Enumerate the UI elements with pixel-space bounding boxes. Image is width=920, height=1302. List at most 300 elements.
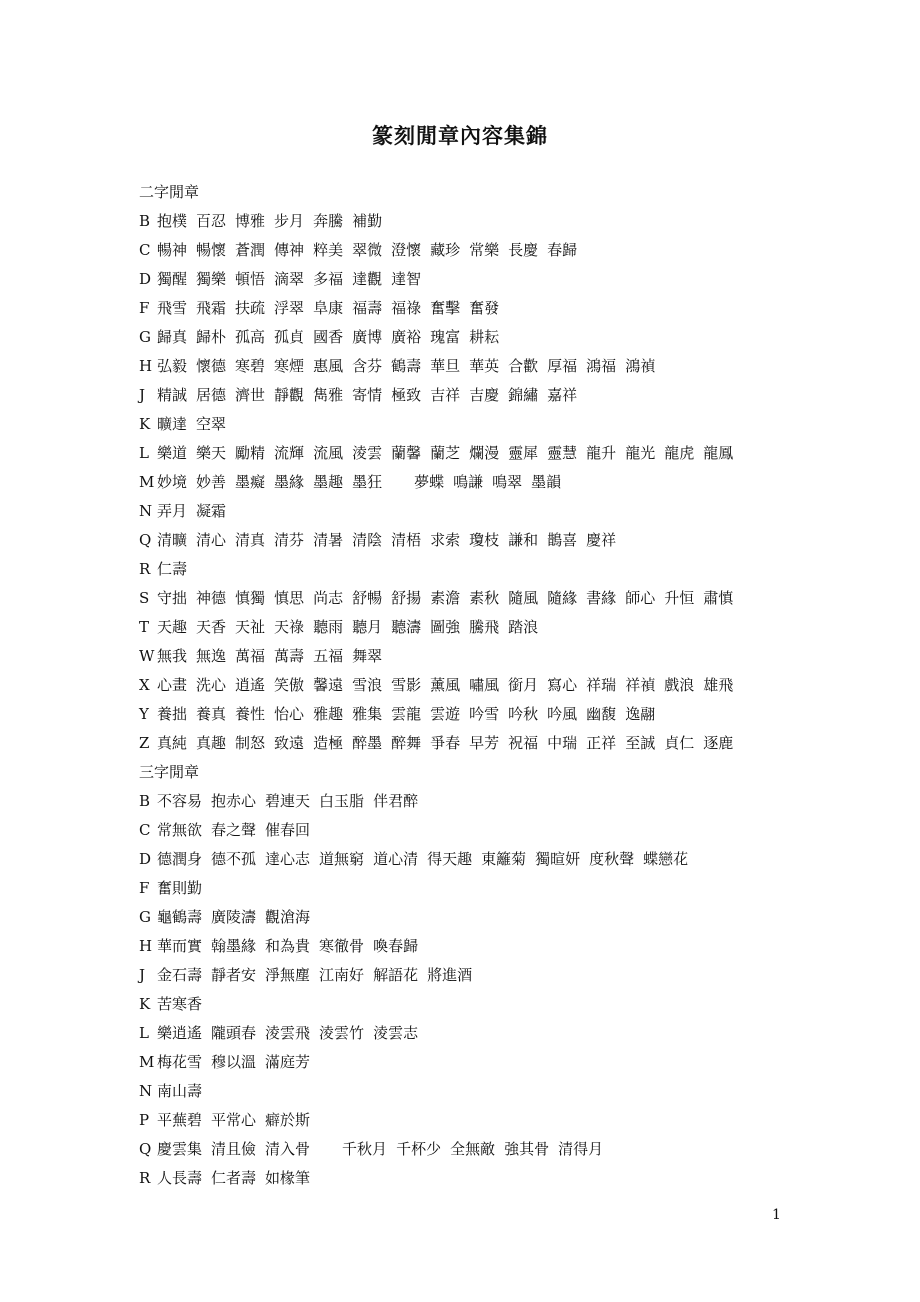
seal-phrase: 鳴謙 <box>453 473 484 491</box>
seal-phrase: 凝霜 <box>196 502 227 520</box>
seal-phrase: 寒碧 <box>235 357 266 375</box>
seal-phrase: 伴君醉 <box>373 792 419 810</box>
index-letter: G <box>139 908 151 926</box>
seal-phrase: 雲龍 <box>391 705 422 723</box>
seal-phrase: 常樂 <box>469 241 500 259</box>
seal-phrase: 中瑞 <box>547 734 578 752</box>
seal-phrase: 抱赤心 <box>211 792 257 810</box>
seal-phrase: 靜者安 <box>211 966 257 984</box>
seal-phrase: 升恒 <box>664 589 695 607</box>
seal-phrase: 銜月 <box>508 676 539 694</box>
seal-phrase: 步月 <box>274 212 305 230</box>
seal-phrase: 弄月 <box>157 502 188 520</box>
seal-phrase: 得天趣 <box>427 850 473 868</box>
seal-phrase: 勵精 <box>235 444 266 462</box>
letter-row-n <box>139 497 839 526</box>
seal-phrase: 弘毅 <box>157 357 188 375</box>
seal-phrase: 福壽 <box>352 299 383 317</box>
seal-phrase: 催春回 <box>265 821 311 839</box>
seal-phrase: 飛雪 <box>157 299 188 317</box>
seal-phrase: 澄懷 <box>391 241 422 259</box>
seal-phrase: 千杯少 <box>396 1140 442 1158</box>
seal-phrase: 居德 <box>196 386 227 404</box>
seal-phrase: 飛霜 <box>196 299 227 317</box>
seal-phrase: 瑰富 <box>430 328 461 346</box>
seal-phrase: 苦寒香 <box>157 995 203 1013</box>
seal-phrase: 寄情 <box>352 386 383 404</box>
seal-phrase: 奮擊 <box>430 299 461 317</box>
letter-row-f <box>139 874 839 903</box>
seal-phrase: 笑傲 <box>274 676 305 694</box>
seal-phrase: 祝福 <box>508 734 539 752</box>
seal-phrase: 醉舞 <box>391 734 422 752</box>
index-letter: L <box>139 444 149 462</box>
seal-phrase: 鴻禎 <box>625 357 656 375</box>
letter-row-w <box>139 642 839 671</box>
letter-row-s <box>139 584 839 613</box>
index-letter: K <box>139 415 151 433</box>
seal-phrase: 聽雨 <box>313 618 344 636</box>
seal-phrase: 廣裕 <box>391 328 422 346</box>
seal-phrase: 多福 <box>313 270 344 288</box>
seal-phrase: 慎思 <box>274 589 305 607</box>
seal-phrase: 蒼潤 <box>235 241 266 259</box>
seal-phrase: 墨癡 <box>235 473 266 491</box>
seal-phrase: 常無欲 <box>157 821 203 839</box>
seal-phrase: 奮則勤 <box>157 879 203 897</box>
seal-phrase: 清陰 <box>352 531 383 549</box>
seal-phrase: 龍鳳 <box>703 444 734 462</box>
letter-row-r <box>139 555 839 584</box>
seal-phrase: 吉慶 <box>469 386 500 404</box>
seal-phrase: 獨醒 <box>157 270 188 288</box>
seal-phrase: 空翠 <box>196 415 227 433</box>
seal-phrase: 滴翠 <box>274 270 305 288</box>
index-letter: Y <box>139 705 149 723</box>
index-letter: Z <box>139 734 150 752</box>
seal-phrase: 翰墨緣 <box>211 937 257 955</box>
seal-phrase: 龍虎 <box>664 444 695 462</box>
seal-phrase: 圖強 <box>430 618 461 636</box>
seal-phrase: 養拙 <box>157 705 188 723</box>
seal-phrase: 隨風 <box>508 589 539 607</box>
seal-phrase: 樂天 <box>196 444 227 462</box>
letter-row-z <box>139 729 839 758</box>
seal-phrase: 慎獨 <box>235 589 266 607</box>
letter-row-f <box>139 294 839 323</box>
seal-phrase: 慶雲集 <box>157 1140 203 1158</box>
seal-phrase: 天祉 <box>235 618 266 636</box>
index-letter: D <box>139 850 152 868</box>
seal-phrase: 錦繡 <box>508 386 539 404</box>
seal-phrase: 薰風 <box>430 676 461 694</box>
letter-row-d <box>139 845 839 874</box>
seal-phrase: 雅趣 <box>313 705 344 723</box>
seal-phrase: 墨狂 <box>352 473 383 491</box>
seal-phrase: 清真 <box>235 531 266 549</box>
seal-phrase: 素澹 <box>430 589 461 607</box>
seal-phrase: 吉祥 <box>430 386 461 404</box>
seal-phrase: 求索 <box>430 531 461 549</box>
letter-row-h <box>139 352 839 381</box>
seal-phrase: 貞仁 <box>664 734 695 752</box>
letter-row-g <box>139 903 839 932</box>
letter-row-l <box>139 1019 839 1048</box>
seal-phrase: 雄飛 <box>703 676 734 694</box>
seal-phrase: 祥瑞 <box>586 676 617 694</box>
page-number: 1 <box>772 1207 781 1223</box>
index-letter: T <box>139 618 150 636</box>
seal-phrase: 清入骨 <box>265 1140 311 1158</box>
seal-phrase: 養性 <box>235 705 266 723</box>
seal-phrase: 滿庭芳 <box>265 1053 311 1071</box>
seal-phrase: 醉墨 <box>352 734 383 752</box>
seal-phrase: 達心志 <box>265 850 311 868</box>
seal-phrase: 平蕪碧 <box>157 1111 203 1129</box>
seal-phrase: 補勤 <box>352 212 383 230</box>
seal-phrase: 抱樸 <box>157 212 188 230</box>
seal-phrase: 造極 <box>313 734 344 752</box>
index-letter: X <box>139 676 150 694</box>
letter-row-l <box>139 439 839 468</box>
index-letter: F <box>139 299 150 317</box>
seal-phrase: 極致 <box>391 386 422 404</box>
seal-phrase: 蘭芝 <box>430 444 461 462</box>
seal-phrase: 洗心 <box>196 676 227 694</box>
seal-phrase: 德潤身 <box>157 850 203 868</box>
seal-phrase: 爭春 <box>430 734 461 752</box>
seal-phrase: 萬壽 <box>274 647 305 665</box>
seal-phrase: 慶祥 <box>586 531 617 549</box>
document-title: 篆刻閒章內容集錦 <box>372 123 548 148</box>
seal-phrase: 全無敵 <box>450 1140 496 1158</box>
seal-phrase: 頓悟 <box>235 270 266 288</box>
seal-phrase: 逸翮 <box>625 705 656 723</box>
seal-phrase: 鵲喜 <box>547 531 578 549</box>
seal-phrase: 白玉脂 <box>319 792 365 810</box>
seal-phrase: 華旦 <box>430 357 461 375</box>
seal-phrase: 合歡 <box>508 357 539 375</box>
letter-row-c <box>139 816 839 845</box>
seal-phrase: 精誠 <box>157 386 188 404</box>
seal-phrase: 清芬 <box>274 531 305 549</box>
seal-phrase: 奮發 <box>469 299 500 317</box>
letter-row-k <box>139 990 839 1019</box>
seal-phrase: 流輝 <box>274 444 305 462</box>
seal-phrase: 藏珍 <box>430 241 461 259</box>
seal-phrase: 吟秋 <box>508 705 539 723</box>
seal-phrase: 真趣 <box>196 734 227 752</box>
seal-phrase: 粹美 <box>313 241 344 259</box>
seal-phrase: 寫心 <box>547 676 578 694</box>
seal-phrase: 鶴壽 <box>391 357 422 375</box>
seal-phrase: 濟世 <box>235 386 266 404</box>
seal-phrase: 翠微 <box>352 241 383 259</box>
seal-phrase: 清暑 <box>313 531 344 549</box>
index-letter: M <box>139 473 155 491</box>
letter-row-m <box>139 1048 839 1077</box>
seal-phrase: 暢懷 <box>196 241 227 259</box>
seal-phrase: 百忍 <box>196 212 227 230</box>
seal-phrase: 清曠 <box>157 531 188 549</box>
seal-phrase: 嘯風 <box>469 676 500 694</box>
seal-phrase: 夢蝶 <box>414 473 445 491</box>
seal-phrase: 歸真 <box>157 328 188 346</box>
seal-phrase: 隴頭春 <box>211 1024 257 1042</box>
letter-row-b <box>139 207 839 236</box>
seal-phrase: 謙和 <box>508 531 539 549</box>
seal-phrase: 長慶 <box>508 241 539 259</box>
seal-list <box>139 178 839 1193</box>
seal-phrase: 東籬菊 <box>481 850 527 868</box>
seal-phrase: 聽濤 <box>391 618 422 636</box>
seal-phrase: 萬福 <box>235 647 266 665</box>
seal-phrase: 德不孤 <box>211 850 257 868</box>
index-letter: G <box>139 328 151 346</box>
seal-phrase: 厚福 <box>547 357 578 375</box>
seal-phrase: 瓊枝 <box>469 531 500 549</box>
seal-phrase: 怡心 <box>274 705 305 723</box>
index-letter: N <box>139 502 153 520</box>
seal-phrase: 淩雲志 <box>373 1024 419 1042</box>
seal-phrase: 達智 <box>391 270 422 288</box>
index-letter: R <box>139 1169 151 1187</box>
index-letter: Q <box>139 531 152 549</box>
seal-phrase: 舞翠 <box>352 647 383 665</box>
seal-phrase: 解語花 <box>373 966 419 984</box>
seal-phrase: 樂道 <box>157 444 188 462</box>
seal-phrase: 天趣 <box>157 618 188 636</box>
index-letter: D <box>139 270 152 288</box>
seal-phrase: 幽馥 <box>586 705 617 723</box>
seal-phrase: 樂逍遙 <box>157 1024 203 1042</box>
seal-phrase: 淩雲竹 <box>319 1024 365 1042</box>
seal-phrase: 將進酒 <box>427 966 473 984</box>
seal-phrase: 書緣 <box>586 589 617 607</box>
seal-phrase: 靜觀 <box>274 386 305 404</box>
index-letter: B <box>139 212 151 230</box>
seal-phrase: 正祥 <box>586 734 617 752</box>
index-letter: W <box>139 647 155 665</box>
seal-phrase: 千秋月 <box>342 1140 388 1158</box>
letter-row-q <box>139 526 839 555</box>
seal-phrase: 淩雲 <box>352 444 383 462</box>
seal-phrase: 踏浪 <box>508 618 539 636</box>
letter-row-d <box>139 265 839 294</box>
seal-phrase: 江南好 <box>319 966 365 984</box>
index-letter: B <box>139 792 151 810</box>
seal-phrase: 國香 <box>313 328 344 346</box>
index-letter: M <box>139 1053 155 1071</box>
seal-phrase: 尚志 <box>313 589 344 607</box>
letter-row-j <box>139 381 839 410</box>
seal-phrase: 肅慎 <box>703 589 734 607</box>
seal-phrase: 廣陵濤 <box>211 908 257 926</box>
seal-phrase: 仁者壽 <box>211 1169 257 1187</box>
seal-phrase: 獨樂 <box>196 270 227 288</box>
seal-phrase: 養真 <box>196 705 227 723</box>
seal-phrase: 梅花雪 <box>157 1053 203 1071</box>
seal-phrase: 雲遊 <box>430 705 461 723</box>
section-heading: 三字閒章 <box>139 763 200 781</box>
index-letter: S <box>139 589 150 607</box>
seal-phrase: 和為貴 <box>265 937 311 955</box>
seal-phrase: 含芬 <box>352 357 383 375</box>
seal-phrase: 鴻福 <box>586 357 617 375</box>
seal-phrase: 歸朴 <box>196 328 227 346</box>
seal-phrase: 妙境 <box>157 473 188 491</box>
seal-phrase: 逐鹿 <box>703 734 734 752</box>
seal-phrase: 博雅 <box>235 212 266 230</box>
seal-phrase: 雅集 <box>352 705 383 723</box>
seal-phrase: 無逸 <box>196 647 227 665</box>
seal-phrase: 素秋 <box>469 589 500 607</box>
seal-phrase: 耕耘 <box>469 328 500 346</box>
seal-phrase: 神德 <box>196 589 227 607</box>
seal-phrase: 清且儉 <box>211 1140 257 1158</box>
seal-phrase: 爛漫 <box>469 444 500 462</box>
seal-phrase: 道無窮 <box>319 850 365 868</box>
seal-phrase: 曠達 <box>157 415 188 433</box>
seal-phrase: 舒揚 <box>391 589 422 607</box>
seal-phrase: 喚春歸 <box>373 937 419 955</box>
letter-row-r <box>139 1164 839 1193</box>
index-letter: C <box>139 821 151 839</box>
seal-phrase: 達觀 <box>352 270 383 288</box>
letter-row-p <box>139 1106 839 1135</box>
seal-phrase: 春歸 <box>547 241 578 259</box>
seal-phrase: 寒煙 <box>274 357 305 375</box>
seal-phrase: 懷德 <box>196 357 227 375</box>
seal-phrase: 春之聲 <box>211 821 257 839</box>
seal-phrase: 道心清 <box>373 850 419 868</box>
seal-phrase: 獨暄妍 <box>535 850 581 868</box>
letter-row-m <box>139 468 839 497</box>
seal-phrase: 天祿 <box>274 618 305 636</box>
seal-phrase: 祥禎 <box>625 676 656 694</box>
seal-phrase: 雪浪 <box>352 676 383 694</box>
index-letter: C <box>139 241 151 259</box>
seal-phrase: 浮翠 <box>274 299 305 317</box>
index-letter: J <box>139 386 146 404</box>
seal-phrase: 心畫 <box>157 676 188 694</box>
index-letter: P <box>139 1111 150 1129</box>
seal-phrase: 淩雲飛 <box>265 1024 311 1042</box>
index-letter: K <box>139 995 151 1013</box>
seal-phrase: 騰飛 <box>469 618 500 636</box>
index-letter: F <box>139 879 150 897</box>
seal-phrase: 廣博 <box>352 328 383 346</box>
seal-phrase: 靈犀 <box>508 444 539 462</box>
seal-phrase: 墨趣 <box>313 473 344 491</box>
seal-phrase: 致遠 <box>274 734 305 752</box>
seal-phrase: 舒暢 <box>352 589 383 607</box>
seal-phrase: 龍光 <box>625 444 656 462</box>
seal-phrase: 奔騰 <box>313 212 344 230</box>
seal-phrase: 真純 <box>157 734 188 752</box>
seal-phrase: 寒徹骨 <box>319 937 365 955</box>
seal-phrase: 觀滄海 <box>265 908 311 926</box>
letter-row-x <box>139 671 839 700</box>
seal-phrase: 吟風 <box>547 705 578 723</box>
seal-phrase: 強其骨 <box>504 1140 550 1158</box>
seal-phrase: 孤高 <box>235 328 266 346</box>
index-letter: J <box>139 966 146 984</box>
seal-phrase: 仁壽 <box>157 560 188 578</box>
index-letter: N <box>139 1082 153 1100</box>
seal-phrase: 戲浪 <box>664 676 695 694</box>
index-letter: L <box>139 1024 149 1042</box>
seal-phrase: 龜鶴壽 <box>157 908 203 926</box>
letter-row-q <box>139 1135 839 1164</box>
index-letter: R <box>139 560 151 578</box>
seal-phrase: 不容易 <box>157 792 203 810</box>
seal-phrase: 五福 <box>313 647 344 665</box>
seal-phrase: 隨緣 <box>547 589 578 607</box>
seal-phrase: 暢神 <box>157 241 188 259</box>
seal-phrase: 扶疏 <box>235 299 266 317</box>
seal-phrase: 至誠 <box>625 734 656 752</box>
seal-phrase: 馨遠 <box>313 676 344 694</box>
letter-row-j <box>139 961 839 990</box>
seal-phrase: 蝶戀花 <box>643 850 689 868</box>
seal-phrase: 華英 <box>469 357 500 375</box>
index-letter: Q <box>139 1140 152 1158</box>
seal-phrase: 惠風 <box>313 357 344 375</box>
seal-phrase: 妙善 <box>196 473 227 491</box>
seal-phrase: 清心 <box>196 531 227 549</box>
seal-phrase: 阜康 <box>313 299 344 317</box>
seal-phrase: 南山壽 <box>157 1082 203 1100</box>
seal-phrase: 守拙 <box>157 589 188 607</box>
letter-row-y <box>139 700 839 729</box>
index-letter: H <box>139 357 153 375</box>
index-letter: H <box>139 937 153 955</box>
seal-phrase: 無我 <box>157 647 188 665</box>
seal-phrase: 平常心 <box>211 1111 257 1129</box>
seal-phrase: 如椽筆 <box>265 1169 311 1187</box>
letter-row-t <box>139 613 839 642</box>
seal-phrase: 制怒 <box>235 734 266 752</box>
seal-phrase: 清梧 <box>391 531 422 549</box>
seal-phrase: 師心 <box>625 589 656 607</box>
seal-phrase: 靈慧 <box>547 444 578 462</box>
seal-phrase: 金石壽 <box>157 966 203 984</box>
letter-row-g <box>139 323 839 352</box>
seal-phrase: 墨緣 <box>274 473 305 491</box>
seal-phrase: 天香 <box>196 618 227 636</box>
seal-phrase: 淨無塵 <box>265 966 311 984</box>
seal-phrase: 清得月 <box>558 1140 604 1158</box>
seal-phrase: 傳神 <box>274 241 305 259</box>
seal-phrase: 福祿 <box>391 299 422 317</box>
seal-phrase: 癖於斯 <box>265 1111 311 1129</box>
letter-row-n <box>139 1077 839 1106</box>
seal-phrase: 嘉祥 <box>547 386 578 404</box>
seal-phrase: 碧連天 <box>265 792 311 810</box>
letter-row-h <box>139 932 839 961</box>
seal-phrase: 度秋聲 <box>589 850 635 868</box>
seal-phrase: 蘭馨 <box>391 444 422 462</box>
letter-row-k <box>139 410 839 439</box>
seal-phrase: 人長壽 <box>157 1169 203 1187</box>
letter-row-c <box>139 236 839 265</box>
seal-phrase: 雋雅 <box>313 386 344 404</box>
seal-phrase: 孤貞 <box>274 328 305 346</box>
seal-phrase: 龍升 <box>586 444 617 462</box>
seal-phrase: 穆以溫 <box>211 1053 257 1071</box>
seal-phrase: 早芳 <box>469 734 500 752</box>
